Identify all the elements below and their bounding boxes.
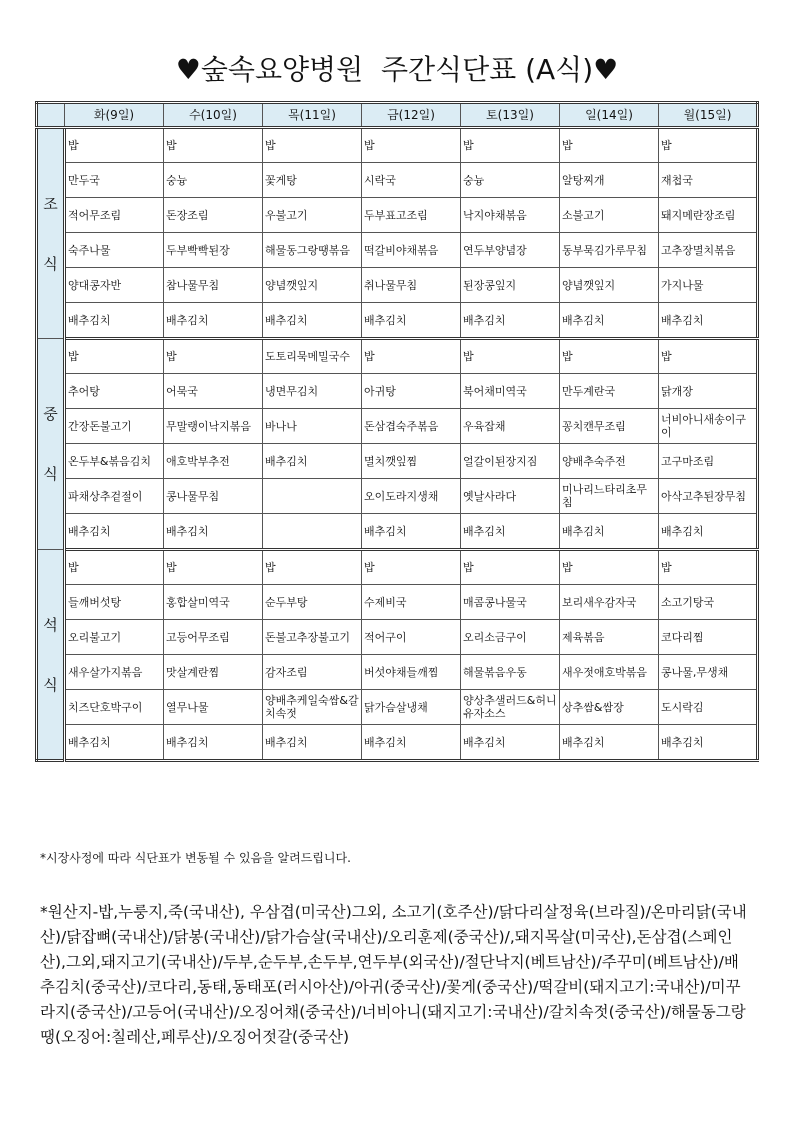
menu-cell: 코다리찜 xyxy=(659,620,758,655)
menu-cell: 배추김치 xyxy=(263,725,362,761)
lunch-row xyxy=(37,444,758,479)
menu-cell: 배추김치 xyxy=(164,725,263,761)
menu-cell xyxy=(263,514,362,550)
dinner-label: 석 식 xyxy=(37,550,65,761)
menu-cell: 가지나물 xyxy=(659,268,758,303)
page-title: ♥숲속요양병원 주간식단표 (A식)♥ xyxy=(175,53,619,86)
menu-cell: 밥 xyxy=(65,339,164,374)
menu-cell: 해물볶음우동 xyxy=(461,655,560,690)
lunch-row xyxy=(37,479,758,514)
day-header: 월(15일) xyxy=(659,103,758,128)
menu-cell: 숙주나물 xyxy=(65,233,164,268)
menu-cell: 배추김치 xyxy=(461,514,560,550)
lunch-row xyxy=(37,374,758,409)
menu-cell: 시락국 xyxy=(362,163,461,198)
menu-cell: 밥 xyxy=(461,550,560,585)
lunch-row xyxy=(37,339,758,374)
menu-cell: 배추김치 xyxy=(560,303,659,339)
menu-cell: 닭가슴살냉채 xyxy=(362,690,461,725)
menu-cell: 만두계란국 xyxy=(560,374,659,409)
menu-cell: 밥 xyxy=(560,339,659,374)
menu-cell: 밥 xyxy=(164,339,263,374)
menu-cell: 돼지메란장조림 xyxy=(659,198,758,233)
menu-cell: 밥 xyxy=(263,128,362,163)
menu-cell: 열무나물 xyxy=(164,690,263,725)
menu-cell: 양배추케일숙쌈&갈치속젓 xyxy=(263,690,362,725)
menu-cell: 배추김치 xyxy=(560,514,659,550)
menu-cell: 밥 xyxy=(164,550,263,585)
menu-cell: 배추김치 xyxy=(164,303,263,339)
breakfast-row xyxy=(37,128,758,163)
menu-cell: 냉면무김치 xyxy=(263,374,362,409)
menu-cell: 두부빡빡된장 xyxy=(164,233,263,268)
menu-cell: 참나물무침 xyxy=(164,268,263,303)
menu-cell: 동부묵김가루무침 xyxy=(560,233,659,268)
menu-cell: 북어채미역국 xyxy=(461,374,560,409)
menu-cell: 밥 xyxy=(659,128,758,163)
menu-cell: 양념깻잎지 xyxy=(560,268,659,303)
menu-cell: 적어구이 xyxy=(362,620,461,655)
menu-cell: 버섯야채들깨찜 xyxy=(362,655,461,690)
day-header: 수(10일) xyxy=(164,103,263,128)
menu-cell: 배추김치 xyxy=(560,725,659,761)
menu-cell: 새우젓애호박볶음 xyxy=(560,655,659,690)
dinner-row xyxy=(37,690,758,725)
menu-cell: 배추김치 xyxy=(362,303,461,339)
menu-cell: 밥 xyxy=(461,339,560,374)
dinner-row xyxy=(37,550,758,585)
header-row xyxy=(37,103,758,128)
menu-cell: 상추쌈&쌈장 xyxy=(560,690,659,725)
menu-cell: 양대콩자반 xyxy=(65,268,164,303)
market-notice: *시장사정에 따라 식단표가 변동될 수 있음을 알려드립니다. xyxy=(40,851,351,865)
menu-cell: 고등어무조림 xyxy=(164,620,263,655)
menu-cell: 오리소금구이 xyxy=(461,620,560,655)
menu-cell: 떡갈비야채볶음 xyxy=(362,233,461,268)
breakfast-row xyxy=(37,163,758,198)
menu-cell: 돈장조림 xyxy=(164,198,263,233)
menu-cell: 밥 xyxy=(65,128,164,163)
menu-cell: 된장콩잎지 xyxy=(461,268,560,303)
menu-cell: 오이도라지생채 xyxy=(362,479,461,514)
day-header: 목(11일) xyxy=(263,103,362,128)
menu-cell: 만두국 xyxy=(65,163,164,198)
menu-cell: 밥 xyxy=(560,128,659,163)
menu-cell: 콩나물무침 xyxy=(164,479,263,514)
menu-cell: 재첩국 xyxy=(659,163,758,198)
menu-cell: 양배추숙주전 xyxy=(560,444,659,479)
menu-cell: 배추김치 xyxy=(362,514,461,550)
menu-cell: 홍합살미역국 xyxy=(164,585,263,620)
menu-cell: 밥 xyxy=(362,128,461,163)
menu-cell: 알탕찌개 xyxy=(560,163,659,198)
menu-cell: 해물동그랑땡볶음 xyxy=(263,233,362,268)
menu-cell: 배추김치 xyxy=(461,725,560,761)
menu-cell: 연두부양념장 xyxy=(461,233,560,268)
menu-cell: 꽁치캔무조림 xyxy=(560,409,659,444)
menu-cell: 밥 xyxy=(659,339,758,374)
menu-cell: 애호박부추전 xyxy=(164,444,263,479)
menu-cell: 밥 xyxy=(65,550,164,585)
menu-cell: 순두부탕 xyxy=(263,585,362,620)
weekly-menu-table xyxy=(35,101,759,762)
menu-cell: 아삭고추된장무침 xyxy=(659,479,758,514)
menu-cell: 밥 xyxy=(659,550,758,585)
menu-cell: 우육잡채 xyxy=(461,409,560,444)
menu-cell: 멸치깻잎찜 xyxy=(362,444,461,479)
menu-cell: 제육볶음 xyxy=(560,620,659,655)
day-header: 금(12일) xyxy=(362,103,461,128)
menu-cell: 소고기탕국 xyxy=(659,585,758,620)
menu-cell: 옛날사라다 xyxy=(461,479,560,514)
menu-cell: 취나물무침 xyxy=(362,268,461,303)
menu-cell: 매콤콩나물국 xyxy=(461,585,560,620)
menu-cell: 밥 xyxy=(362,550,461,585)
origin-info: *원산지-밥,누룽지,죽(국내산), 우삼겹(미국산)그외, 소고기(호주산)/닭다리살정육(브라질)/온마리닭(국내산)/닭잡뼈(국내산)/닭봉(국내산)/닭가슴살(국내산)/오리훈제(중국산)/,돼지목살(미국산),돈삼겹(스페인산),그외,돼지고기(국내산)/두부,순두부,손두부,연두부(외국산)/절단낙지(베트남산)/주꾸미(베트남산)/배추김치(중국산)/코다리,동태,동태포(러시아산)/아귀(중국산)/꽃게(중국산)/떡갈비(돼지고기:국내산)/미꾸라지(중국산)/고등어(국내산)/오징어채(중국산)/너비아니(돼지고기:국내산)/갈치속젓(중국산)/해물동그랑땡(오징어:칠레산,페루산)/오징어젓갈(중국산) xyxy=(40,903,747,1046)
menu-cell: 배추김치 xyxy=(461,303,560,339)
menu-cell: 무말랭이낙지볶음 xyxy=(164,409,263,444)
menu-cell: 치즈단호박구이 xyxy=(65,690,164,725)
menu-cell: 숭늉 xyxy=(461,163,560,198)
menu-cell: 배추김치 xyxy=(263,444,362,479)
menu-cell: 배추김치 xyxy=(263,303,362,339)
menu-cell: 소불고기 xyxy=(560,198,659,233)
menu-cell: 배추김치 xyxy=(659,303,758,339)
menu-cell: 맛살계란찜 xyxy=(164,655,263,690)
menu-cell: 너비아니새송이구이 xyxy=(659,409,758,444)
menu-cell xyxy=(263,479,362,514)
day-header: 화(9일) xyxy=(65,103,164,128)
menu-cell: 두부표고조림 xyxy=(362,198,461,233)
menu-cell: 새우살가지볶음 xyxy=(65,655,164,690)
menu-cell: 양상추샐러드&허니유자소스 xyxy=(461,690,560,725)
breakfast-label: 조 식 xyxy=(37,128,65,339)
menu-cell: 돈불고추장불고기 xyxy=(263,620,362,655)
menu-cell: 배추김치 xyxy=(164,514,263,550)
menu-cell: 수제비국 xyxy=(362,585,461,620)
lunch-label: 중 식 xyxy=(37,339,65,550)
lunch-row xyxy=(37,409,758,444)
breakfast-row xyxy=(37,268,758,303)
menu-cell: 오리불고기 xyxy=(65,620,164,655)
menu-cell: 어묵국 xyxy=(164,374,263,409)
menu-cell: 바나나 xyxy=(263,409,362,444)
menu-cell: 밥 xyxy=(263,550,362,585)
menu-cell: 고구마조림 xyxy=(659,444,758,479)
dinner-row xyxy=(37,655,758,690)
corner-cell xyxy=(37,103,65,128)
menu-cell: 배추김치 xyxy=(659,514,758,550)
menu-cell: 양념깻잎지 xyxy=(263,268,362,303)
menu-cell: 밥 xyxy=(560,550,659,585)
menu-cell: 간장돈불고기 xyxy=(65,409,164,444)
menu-cell: 우불고기 xyxy=(263,198,362,233)
breakfast-row xyxy=(37,233,758,268)
menu-cell: 낙지야채볶음 xyxy=(461,198,560,233)
menu-cell: 꽃게탕 xyxy=(263,163,362,198)
menu-cell: 고추장멸치볶음 xyxy=(659,233,758,268)
menu-cell: 보리새우감자국 xyxy=(560,585,659,620)
menu-cell: 배추김치 xyxy=(65,514,164,550)
menu-cell: 밥 xyxy=(164,128,263,163)
menu-cell: 배추김치 xyxy=(362,725,461,761)
menu-cell: 얼갈이된장지짐 xyxy=(461,444,560,479)
menu-cell: 배추김치 xyxy=(659,725,758,761)
menu-cell: 배추김치 xyxy=(65,303,164,339)
menu-cell: 들깨버섯탕 xyxy=(65,585,164,620)
menu-cell: 아귀탕 xyxy=(362,374,461,409)
lunch-row xyxy=(37,514,758,550)
menu-cell: 감자조림 xyxy=(263,655,362,690)
menu-cell: 적어무조림 xyxy=(65,198,164,233)
dinner-row xyxy=(37,620,758,655)
day-header: 토(13일) xyxy=(461,103,560,128)
menu-cell: 닭개장 xyxy=(659,374,758,409)
menu-cell: 돈삼겹숙주볶음 xyxy=(362,409,461,444)
menu-cell: 콩나물,무생채 xyxy=(659,655,758,690)
breakfast-row xyxy=(37,303,758,339)
menu-cell: 도토리묵메밀국수 xyxy=(263,339,362,374)
menu-cell: 파채상추겉절이 xyxy=(65,479,164,514)
menu-cell: 미나리느타리초무침 xyxy=(560,479,659,514)
menu-cell: 추어탕 xyxy=(65,374,164,409)
menu-cell: 도시락김 xyxy=(659,690,758,725)
menu-cell: 온두부&볶음김치 xyxy=(65,444,164,479)
breakfast-row xyxy=(37,198,758,233)
menu-cell: 밥 xyxy=(362,339,461,374)
menu-cell: 밥 xyxy=(461,128,560,163)
day-header: 일(14일) xyxy=(560,103,659,128)
menu-cell: 배추김치 xyxy=(65,725,164,761)
dinner-row xyxy=(37,585,758,620)
dinner-row xyxy=(37,725,758,761)
menu-body xyxy=(37,128,758,761)
menu-cell: 숭늉 xyxy=(164,163,263,198)
